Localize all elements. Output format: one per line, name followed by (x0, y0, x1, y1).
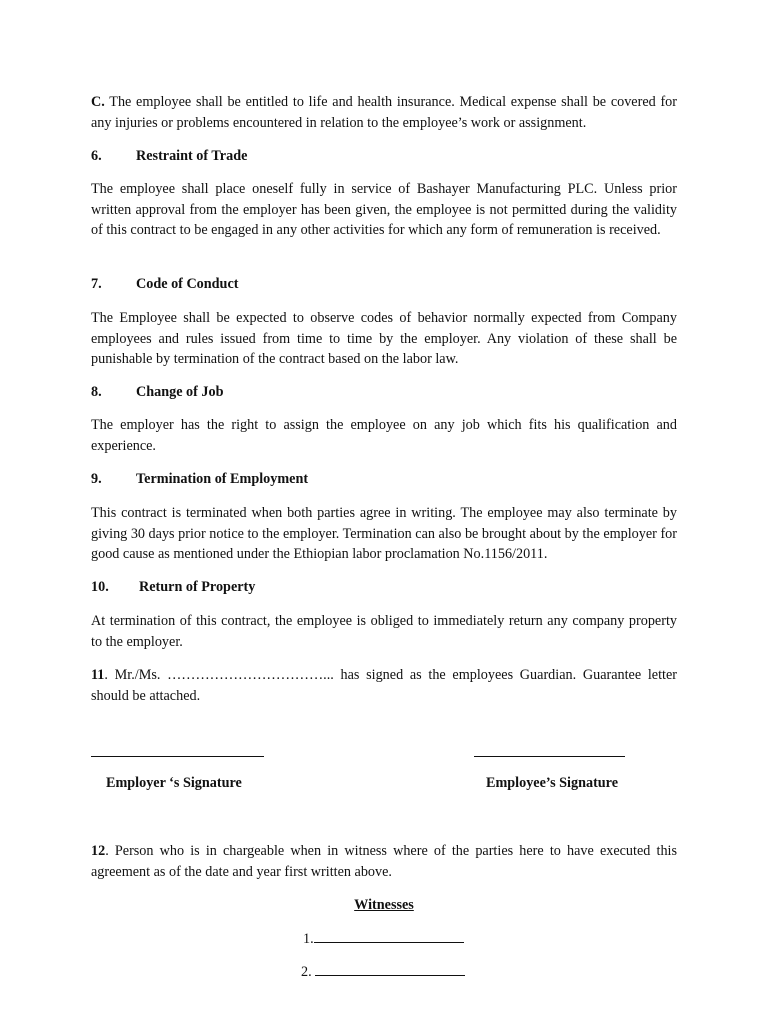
witness-1-number: 1. (303, 931, 314, 947)
witness-1-line (303, 928, 464, 949)
witness-2-number: 2. (301, 964, 316, 980)
clause-c-label: C. (91, 94, 105, 110)
section-7-heading (91, 274, 238, 294)
clause-12-paragraph (91, 841, 677, 882)
employee-signature-line (474, 756, 625, 757)
section-9-body: This contract is terminated when both parties agree in writing. The employee may also terminate by giving 30 days prior notice to the employer. Termination can also be brought about by the employer for good cause as mentioned under the Ethiopian labor proclamation No.1156/2011. (91, 505, 677, 562)
section-8-title: Change of Job (136, 384, 224, 400)
clause-c-paragraph (91, 92, 677, 133)
clause-11-paragraph (91, 665, 677, 706)
witness-2-line (301, 961, 465, 982)
witness-1-blank (314, 928, 464, 943)
section-6-heading (91, 146, 247, 166)
witness-2-blank (315, 961, 465, 976)
section-9-heading (91, 469, 308, 489)
section-6-number: 6. (91, 148, 102, 164)
clause-12-number: 12 (91, 843, 106, 859)
section-10-number: 10. (91, 579, 109, 595)
section-7-body: The Employee shall be expected to observe codes of behavior normally expected from Company employees and rules issued from time to time by the employer. Any violation of these shall be punishable by termination of the contract based on the labor law. (91, 310, 677, 367)
section-7-number: 7. (91, 276, 102, 292)
section-8-number: 8. (91, 384, 102, 400)
clause-c-text: The employee shall be entitled to life and health insurance. Medical expense shall be covered for any injuries or problems encountered in relation to the employee’s work or assignment. (91, 94, 677, 131)
witnesses-title: Witnesses (354, 897, 414, 913)
section-10-body: At termination of this contract, the employee is obliged to immediately return any company property to the employer. (91, 613, 677, 650)
section-8-body: The employer has the right to assign the employee on any job which fits his qualification and experience. (91, 417, 677, 454)
section-6-title: Restraint of Trade (136, 148, 248, 164)
section-8-heading (91, 382, 224, 402)
section-9-title: Termination of Employment (136, 471, 309, 487)
section-9-number: 9. (91, 471, 102, 487)
employer-signature-label: Employer ‘s Signature (106, 775, 242, 791)
section-10-title: Return of Property (139, 579, 256, 595)
section-6-body: The employee shall place oneself fully in service of Bashayer Manufacturing PLC. Unless prior written approval from the employer has been given, the employee is not permitted during the validity of this contract to be engaged in any other activities for which any form of remuneration is received. (91, 181, 677, 238)
clause-11-number: 11 (91, 667, 105, 683)
clause-12-text: . Person who is in chargeable when in witness where of the parties here to have executed this agreement as of the date and year first written above. (91, 843, 677, 880)
section-10-heading (91, 577, 255, 597)
section-7-title: Code of Conduct (136, 276, 239, 292)
clause-11-text: . Mr./Ms. ……………………………... has signed as the employees Guardian. Guarantee letter should be attached. (91, 667, 677, 704)
employee-signature-label: Employee’s Signature (486, 775, 619, 791)
employer-signature-line (91, 756, 264, 757)
